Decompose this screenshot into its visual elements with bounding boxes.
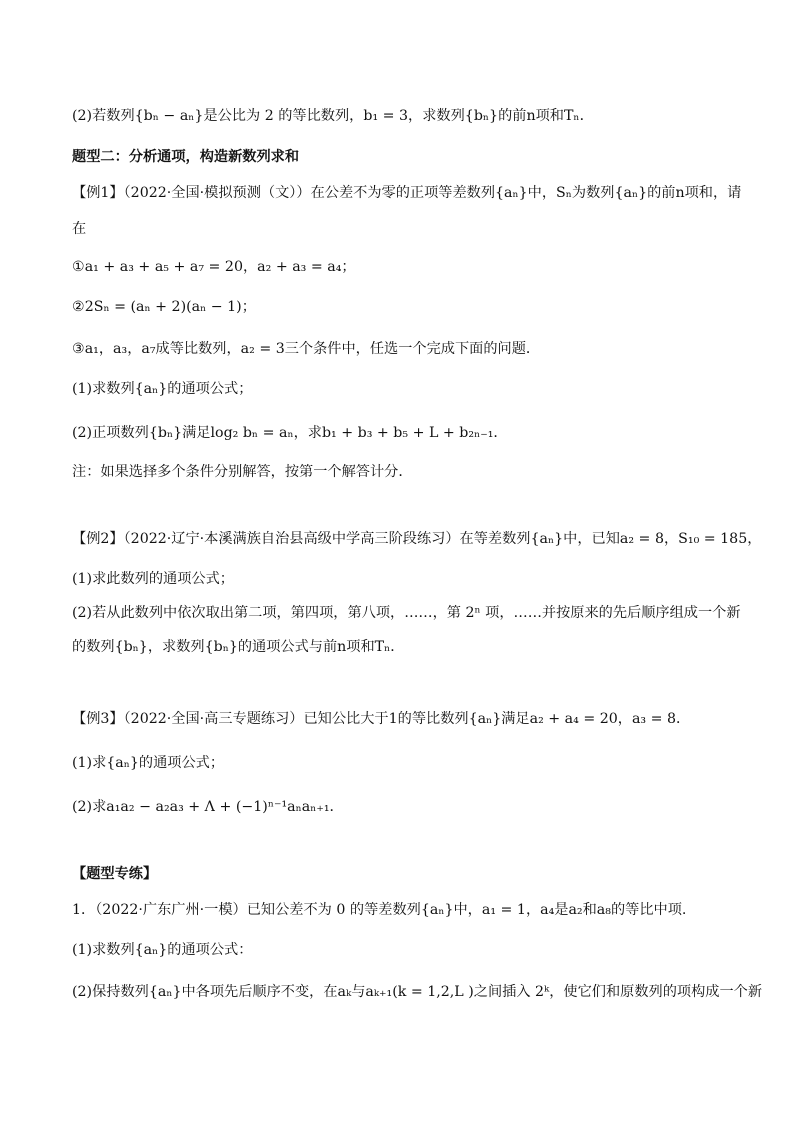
example-1-condition-2: ②2Sₙ = (aₙ + 2)(aₙ − 1)； xyxy=(72,299,256,315)
section-heading-practice: 【题型专练】 xyxy=(72,866,158,882)
example-2-question-1: (1)求此数列的通项公式； xyxy=(72,571,234,587)
practice-1-statement: 1．（2022·广东广州·一模）已知公差不为 0 的等差数列{aₙ}中，a₁ = 1，a₄是a₂和a₈的等比中项. xyxy=(72,902,687,918)
example-1-condition-3: ③a₁，a₃，a₇成等比数列，a₂ = 3三个条件中，任选一个完成下面的问题． xyxy=(72,341,541,357)
example-2-statement: 【例2】（2022·辽宁·本溪满族自治县高级中学高三阶段练习）在等差数列{aₙ}中，已知a₂ = 8，S₁₀ = 185， xyxy=(72,531,762,547)
example-1-statement-continued: 在 xyxy=(72,221,87,237)
practice-1-question-2: (2)保持数列{aₙ}中各项先后顺序不变，在aₖ与aₖ₊₁(k = 1,2,L )之间插入 2ᵏ，使它们和原数列的项构成一个新 xyxy=(72,984,763,1000)
example-2-question-2: (2)若从此数列中依次取出第二项，第四项，第八项，……，第 2ⁿ 项，……并按原来的先后顺序组成一个新 xyxy=(72,605,741,621)
example-1-condition-1: ①a₁ + a₃ + a₅ + a₇ = 20，a₂ + a₃ = a₄； xyxy=(72,259,356,275)
practice-1-question-1: (1)求数列{aₙ}的通项公式： xyxy=(72,942,253,958)
example-3-statement: 【例3】（2022·全国·高三专题练习）已知公比大于1的等比数列{aₙ}满足a₂ + a₄ = 20，a₃ = 8． xyxy=(72,711,691,727)
example-1-question-2: (2)正项数列{bₙ}满足log₂ bₙ = aₙ，求b₁ + b₃ + b₅ + L + b₂ₙ₋₁． xyxy=(72,425,508,441)
question-part-2-geometric-sequence: (2)若数列{bₙ − aₙ}是公比为 2 的等比数列，b₁ = 3，求数列{bₙ}的前n项和Tₙ． xyxy=(72,108,594,124)
example-2-question-2-continued: 的数列{bₙ}，求数列{bₙ}的通项公式与前n项和Tₙ． xyxy=(72,639,405,655)
example-1-statement: 【例1】（2022·全国·模拟预测（文））在公差不为零的正项等差数列{aₙ}中，Sₙ为数列{aₙ}的前n项和，请 xyxy=(72,185,742,201)
example-1-question-1: (1)求数列{aₙ}的通项公式； xyxy=(72,381,253,397)
example-1-note: 注：如果选择多个条件分别解答，按第一个解答计分． xyxy=(72,464,413,480)
example-3-question-1: (1)求{aₙ}的通项公式； xyxy=(72,755,225,771)
section-heading-type-2: 题型二：分析通项，构造新数列求和 xyxy=(72,149,300,165)
example-3-question-2: (2)求a₁a₂ − a₂a₃ + Λ + (−1)ⁿ⁻¹aₙaₙ₊₁． xyxy=(72,799,344,815)
